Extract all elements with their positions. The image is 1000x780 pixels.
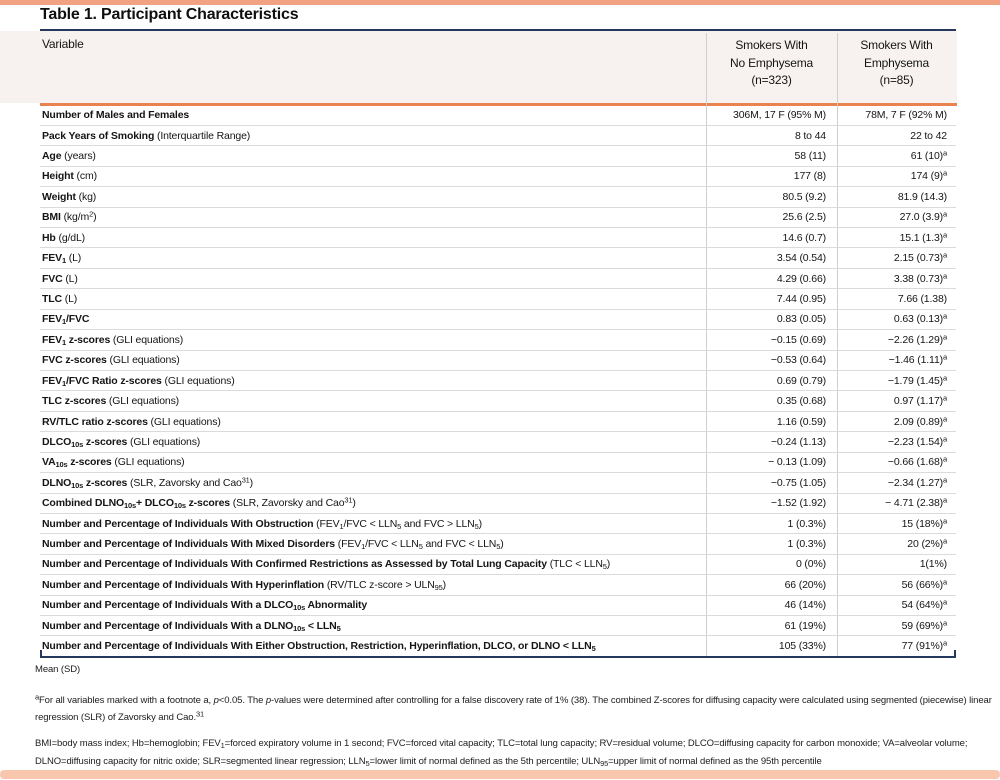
column-header-line: Smokers With <box>735 38 808 52</box>
emphysema-value-cell: −1.46 $(1.11)^a$ <box>888 352 947 367</box>
footnote-abbreviations: BMI=body mass index; Hb=hemoglobin; $FEV_1=forced$ expiratory volume in 1 second; FVC=forced vital capacity; TLC=total lung capacity; RV=residual volume; DLCO=diffusing capacity for carbon monoxide; VA=alveolar volume; DLNO=diffusing capacity for nitric oxide; SLR=segmented linear regression; $LLN_5=lower$ limit of normal defined as the 5th percentile; $ULN_{95}=upper$ limit of normal defined as the 95th percentile <box>35 738 968 768</box>
table-row <box>40 534 956 554</box>
variable-cell: Number and Percentage of Individuals With Either Obstruction, Restriction, Hyperinflation, DLCO, or DLNO < $LLN_5$ <box>42 640 596 653</box>
column-header-line: Emphysema <box>864 55 929 70</box>
variable-cell: Number and Percentage of Individuals With Hyperinflation (RV/TLC z-score > $ULN_{95}$) <box>42 578 446 591</box>
variable-cell: FVC (L) <box>42 272 78 285</box>
emphysema-value-cell: 1(1%) <box>919 558 947 571</box>
emphysema-value-cell: −1.79 $(1.45)^a$ <box>887 373 947 387</box>
emphysema-value-cell: 15 $(18\%)^a$ <box>901 516 947 530</box>
emphysema-value-cell: 3.38 $(0.73)^a$ <box>893 271 947 285</box>
table-row <box>40 208 956 228</box>
no-emphysema-value-cell: −0.24 (1.13) <box>770 435 826 448</box>
column-header-line: No Emphysema <box>730 55 813 70</box>
variable-cell: $FEV_1$/FVC Ratio z-scores (GLI equations) <box>42 374 235 387</box>
emphysema-value-cell: −2.26 $(1.29)^a$ <box>887 332 947 346</box>
variable-cell: Weight (kg) <box>42 190 97 203</box>
emphysema-value-cell: 0.63 $(0.13)^a$ <box>893 311 947 326</box>
table-row <box>40 228 956 248</box>
no-emphysema-value-cell: −0.15 (0.69) <box>770 333 826 346</box>
no-emphysema-value-cell: 0.69 (0.79) <box>776 374 826 387</box>
no-emphysema-value-cell: − 0.13 (1.09) <box>768 456 826 469</box>
emphysema-value-cell: −2.34 $(1.27)^a$ <box>887 475 947 489</box>
table-row <box>40 453 956 473</box>
footnote-mean-sd: Mean (SD) <box>35 664 81 675</box>
table-row <box>40 146 956 166</box>
table-row <box>40 371 956 391</box>
table-row <box>40 596 956 616</box>
emphysema-value-cell: 0.97 $(1.17)^a$ <box>893 393 947 408</box>
table-row <box>40 473 956 493</box>
table-row <box>40 575 956 595</box>
table-row <box>40 106 956 126</box>
no-emphysema-value-cell: 66 (20%) <box>784 578 826 591</box>
emphysema-value-cell: 27.0 $(3.9)^a$ <box>899 209 947 224</box>
no-emphysema-value-cell: −0.75 (1.05) <box>770 476 826 489</box>
emphysema-value-cell: 2.15 $(0.73)^a$ <box>893 250 947 265</box>
no-emphysema-value-cell: 25.6 (2.5) <box>782 211 826 224</box>
variable-cell: $FEV_1$ z-scores (GLI equations) <box>42 333 184 346</box>
variable-cell: Number and Percentage of Individuals With a $DLCO_{10s}$ Abnormality <box>42 599 368 612</box>
table-row <box>40 432 956 452</box>
variable-cell: Number and Percentage of Individuals With Confirmed Restrictions as Assessed by Total Lung Capacity $(TLC < LLN_5)$ <box>42 558 611 571</box>
emphysema-value-cell: 77 $(91\%)^a$ <box>901 638 947 653</box>
table-row <box>40 289 956 309</box>
table-title: Table 1. Participant Characteristics <box>40 6 299 23</box>
emphysema-value-cell: 78M, 7 F (92% M) <box>865 109 947 122</box>
table-row <box>40 351 956 371</box>
variable-cell: RV/TLC ratio z-scores (GLI equations) <box>42 415 221 428</box>
variable-cell: Age (years) <box>42 150 96 163</box>
emphysema-value-cell: −2.23 $(1.54)^a$ <box>887 434 947 448</box>
table-row <box>40 494 956 514</box>
no-emphysema-value-cell: −1.52 (1.92) <box>770 497 826 510</box>
bottom-accent-bar <box>0 770 1000 779</box>
table-row <box>40 310 956 330</box>
bottom-rule <box>40 656 956 658</box>
no-emphysema-value-cell: 58 (11) <box>794 150 826 163</box>
table-row <box>40 167 956 187</box>
table-row <box>40 616 956 636</box>
table-row <box>40 555 956 575</box>
variable-cell: BMI $(kg/m^2)$ <box>42 211 97 224</box>
table-row <box>40 330 956 350</box>
emphysema-value-cell: 2.09 $(0.89)^a$ <box>893 414 947 428</box>
no-emphysema-value-cell: 46 (14%) <box>784 599 826 612</box>
variable-cell: $FEV_1$/FVC <box>42 313 90 326</box>
column-header-line: (n=85) <box>879 73 914 87</box>
table-row <box>40 248 956 268</box>
no-emphysema-value-cell: 306M, 17 F (95% M) <box>733 109 826 122</box>
variable-cell: Height (cm) <box>42 170 97 183</box>
no-emphysema-value-cell: 1 (0.3%) <box>787 538 826 551</box>
no-emphysema-value-cell: 0 (0%) <box>795 558 826 571</box>
emphysema-value-cell: 54 $(64\%)^a$ <box>901 597 947 612</box>
table-row <box>40 126 956 146</box>
emphysema-value-cell: 7.66 (1.38) <box>897 293 947 305</box>
table-row <box>40 412 956 432</box>
emphysema-value-cell: 61 $(10)^a$ <box>910 148 947 163</box>
no-emphysema-value-cell: 14.6 (0.7) <box>782 231 826 244</box>
no-emphysema-value-cell: 61 (19%) <box>784 619 826 632</box>
table-row <box>40 636 956 655</box>
variable-cell: FVC z-scores (GLI equations) <box>42 354 180 367</box>
variable-cell: $VA_{10s}$ z-scores (GLI equations) <box>42 456 185 469</box>
emphysema-value-cell: − 4.71 $(2.38)^a$ <box>885 495 947 510</box>
variable-cell: Number and Percentage of Individuals With Mixed Disorders ($FEV_1$/FVC < $LLN_5$ and FVC < $LLN_5$) <box>42 538 504 551</box>
column-header-emphysema <box>837 37 956 90</box>
emphysema-value-cell: 59 $(69\%)^a$ <box>901 618 947 632</box>
emphysema-value-cell: 15.1 $(1.3)^a$ <box>899 230 947 244</box>
no-emphysema-value-cell: 7.44 (0.95) <box>776 293 826 305</box>
variable-cell: Number of Males and Females <box>42 109 190 122</box>
no-emphysema-value-cell: 0.83 (0.05) <box>776 313 826 326</box>
table-body <box>40 106 956 657</box>
no-emphysema-value-cell: −0.53 (0.64) <box>770 354 826 367</box>
variable-cell: TLC (L) <box>42 293 78 305</box>
column-header-line: Smokers With <box>860 38 933 52</box>
table-row <box>40 514 956 534</box>
emphysema-value-cell: 174 $(9)^a$ <box>910 168 947 183</box>
no-emphysema-value-cell: 1 (0.3%) <box>787 517 826 530</box>
no-emphysema-value-cell: 4.29 (0.66) <box>776 272 826 285</box>
table-row <box>40 269 956 289</box>
column-header-no-emphysema <box>706 37 837 90</box>
variable-cell: Hb (g/dL) <box>42 231 85 244</box>
emphysema-value-cell: −0.66 $(1.68)^a$ <box>887 454 947 469</box>
table-row <box>40 391 956 411</box>
variable-cell: Number and Percentage of Individuals With Obstruction ($FEV_1$/FVC < $LLN_5$ and FVC > $LLN_5$) <box>42 517 482 530</box>
footnote-a: $^a$For all variables marked with a footnote a, p<0.05. The p-values were determined after controlling for a false discovery rate of 1% (38). The combined Z-scores for diffusing capacity were calculated using segmented (piecewise) linear regression (SLR) of Zavorsky and Cao.$^{31}$ <box>35 692 992 723</box>
variable-cell: $FEV_1$ (L) <box>42 252 82 265</box>
emphysema-value-cell: 20 $(2\%)^a$ <box>907 536 947 551</box>
table-row <box>40 187 956 207</box>
no-emphysema-value-cell: 1.16 (0.59) <box>776 415 826 428</box>
top-accent-bar <box>0 0 1000 5</box>
variable-cell: Number and Percentage of Individuals With a $DLNO_{10s} < LLN_5$ <box>42 619 341 632</box>
emphysema-value-cell: 22 to 42 <box>910 129 947 142</box>
no-emphysema-value-cell: 105 (33%) <box>778 640 826 653</box>
variable-cell: Combined $DLNO_{10s}+$ $DLCO_{10s}$ z-scores (SLR, Zavorsky and Cao$^{31}$) <box>42 497 356 510</box>
variable-cell: Pack Years of Smoking (Interquartile Range) <box>42 129 251 142</box>
column-header-line: (n=323) <box>751 73 792 87</box>
variable-cell: $DLNO_{10s}$ z-scores (SLR, Zavorsky and Cao$^{31}$) <box>42 476 254 489</box>
no-emphysema-value-cell: 80.5 (9.2) <box>782 190 826 203</box>
emphysema-value-cell: 56 $(66\%)^a$ <box>901 577 947 591</box>
no-emphysema-value-cell: 8 to 44 <box>794 129 826 142</box>
variable-cell: $DLCO_{10s}$ z-scores (GLI equations) <box>42 435 201 448</box>
no-emphysema-value-cell: 177 (8) <box>793 170 826 183</box>
no-emphysema-value-cell: 0.35 (0.68) <box>776 395 826 408</box>
no-emphysema-value-cell: 3.54 (0.54) <box>776 252 826 265</box>
variable-cell: TLC z-scores (GLI equations) <box>42 395 180 408</box>
column-header-variable: Variable <box>42 37 84 51</box>
emphysema-value-cell: 81.9 (14.3) <box>897 190 947 203</box>
